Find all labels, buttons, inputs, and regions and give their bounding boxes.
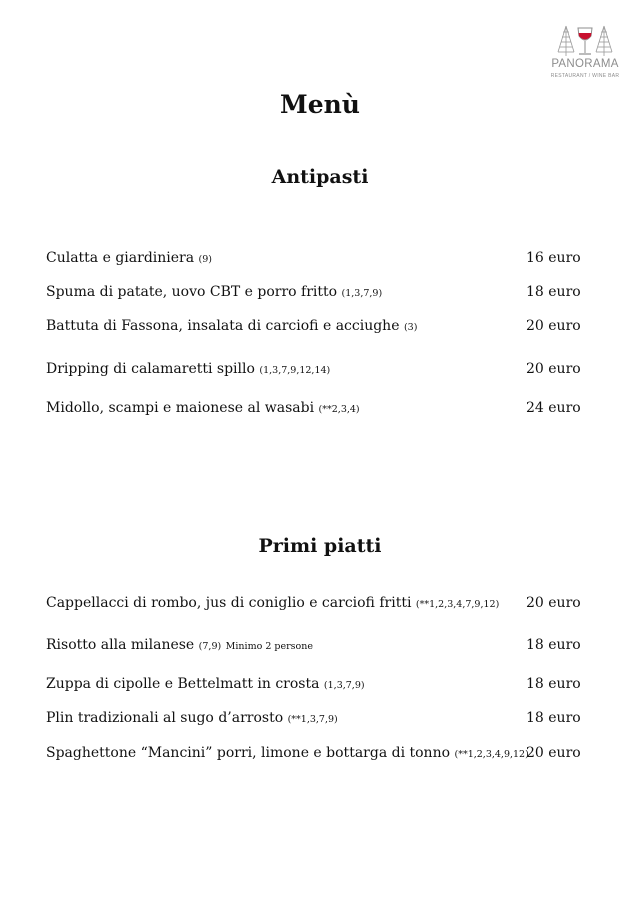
menu-item-price: 18 euro (526, 637, 581, 653)
menu-item-dish (46, 673, 365, 697)
menu-item-price: 24 euro (526, 400, 581, 416)
dish-name: Risotto alla milanese (46, 637, 195, 653)
menu-item (46, 742, 586, 764)
dish-name: Zuppa di cipolle e Bettelmatt in crosta (46, 676, 320, 692)
allergens: (**1,3,7,9) (287, 714, 338, 725)
dish-name: Cappellacci di rombo, jus di coniglio e carciofi fritti (46, 595, 412, 611)
logo-trees-wine-glass-icon (554, 22, 616, 58)
dish-name: Spaghettone “Mancini” porri, limone e bottarga di tonno (46, 745, 451, 761)
menu-item (46, 358, 586, 380)
menu-item (46, 707, 586, 729)
logo-tagline: RESTAURANT / WINE BAR (550, 73, 620, 79)
menu-item-price: 18 euro (526, 710, 581, 726)
menu-item (46, 397, 586, 419)
menu-item-dish (46, 634, 313, 658)
menu-item-dish (46, 281, 382, 305)
allergens: (9) (198, 254, 212, 265)
menu-item-price: 18 euro (526, 676, 581, 692)
dish-name: Battuta di Fassona, insalata di carciofi e acciughe (46, 318, 400, 334)
dish-name: Spuma di patate, uovo CBT e porro fritto (46, 284, 338, 300)
serving-note: Minimo 2 persone (225, 641, 313, 652)
dish-name: Plin tradizionali al sugo d’arrosto (46, 710, 284, 726)
menu-item-dish (46, 315, 417, 339)
allergens: (1,3,7,9) (341, 288, 383, 299)
menu-item-dish (46, 592, 499, 616)
section-heading-antipasti: Antipasti (271, 166, 369, 188)
menu-item (46, 673, 586, 695)
menu-item-price: 20 euro (526, 318, 581, 334)
dish-name: Midollo, scampi e maionese al wasabi (46, 400, 315, 416)
menu-item (46, 592, 586, 614)
menu-item-dish (46, 358, 330, 382)
allergens: (3) (403, 322, 418, 333)
menu-item-price: 20 euro (526, 595, 581, 611)
menu-item-price: 16 euro (526, 250, 581, 266)
menu-item-price: 20 euro (526, 745, 581, 761)
allergens: (**1,2,3,4,7,9,12) (415, 599, 500, 610)
menu-item (46, 281, 586, 303)
dish-name: Dripping di calamaretti spillo (46, 361, 255, 377)
allergens: (1,3,7,9) (323, 680, 365, 691)
restaurant-logo (546, 22, 624, 84)
menu-item-price: 20 euro (526, 361, 581, 377)
menu-item (46, 315, 586, 337)
menu-item (46, 247, 586, 269)
dish-name: Culatta e giardiniera (46, 250, 195, 266)
allergens: (**1,2,3,4,9,12) (454, 749, 529, 760)
menu-item-dish (46, 707, 338, 731)
menu-title: Menù (280, 90, 360, 119)
logo-name: PANORAMA (551, 58, 619, 70)
menu-item-dish (46, 397, 360, 421)
menu-item-dish (46, 247, 212, 271)
allergens: (1,3,7,9,12,14) (259, 365, 331, 376)
menu-item-price: 18 euro (526, 284, 581, 300)
menu-item (46, 634, 586, 656)
allergens: (**2,3,4) (318, 404, 360, 415)
menu-item-dish (46, 742, 529, 766)
section-heading-primi-piatti: Primi piatti (258, 535, 382, 557)
allergens: (7,9) (198, 641, 222, 652)
